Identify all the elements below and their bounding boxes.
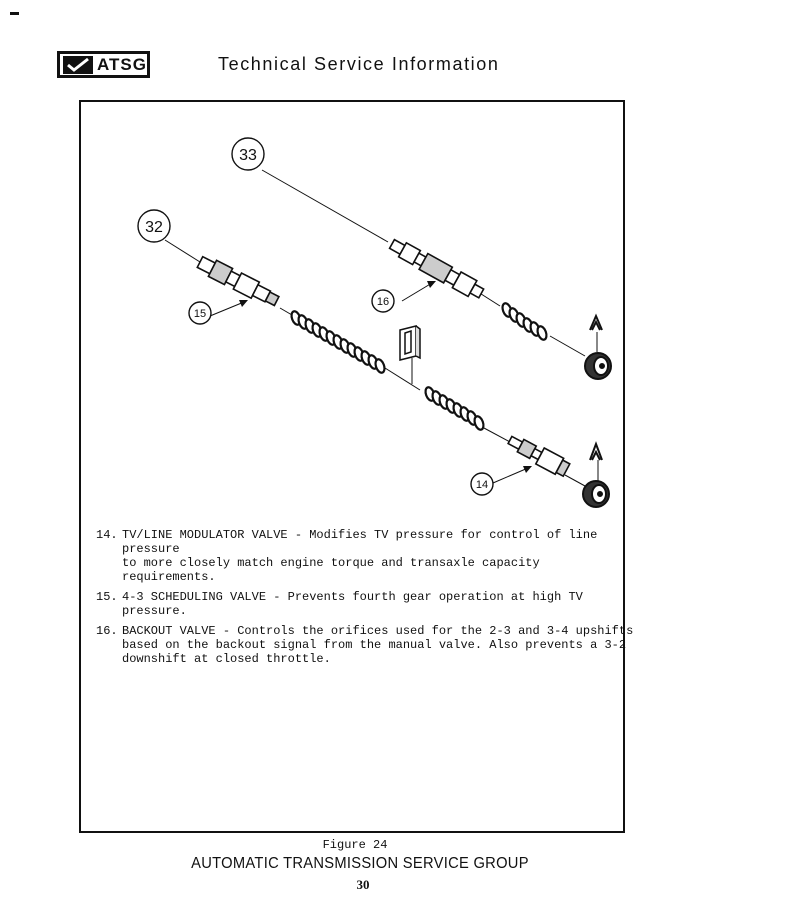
clip-icon: [590, 316, 602, 330]
valve-icon: [388, 236, 486, 301]
callout-15: 15: [193, 308, 207, 320]
callout-16: 16: [376, 296, 390, 308]
figure-caption: Figure 24: [322, 838, 388, 852]
legend-text: BACKOUT VALVE - Controls the orifices used for the 2-3 and 3-4 upshifts based on the backout signal from the manual valve. Also prevents a 3-2 downshift at closed throttle.: [122, 624, 634, 666]
legend-item: [96, 528, 636, 584]
plug-icon: [583, 481, 609, 507]
callout-14: 14: [475, 479, 489, 491]
spring-icon: [501, 302, 548, 341]
callout-33: 33: [239, 147, 257, 164]
legend-number: 16.: [96, 624, 118, 638]
spring-icon: [424, 386, 485, 431]
valve-icon: [196, 254, 281, 309]
legend-number: 14.: [96, 528, 118, 542]
plug-icon: [585, 353, 611, 379]
valve-icon: [506, 432, 571, 478]
parts-legend: [96, 528, 636, 672]
callout-32: 32: [145, 219, 163, 236]
legend-text: TV/LINE MODULATOR VALVE - Modifies TV pressure for control of line pressure to more closely match engine torque and transaxle capacity requirements.: [122, 528, 598, 584]
legend-number: 15.: [96, 590, 118, 604]
legend-item: [96, 590, 636, 618]
retainer-clip-icon: [400, 326, 420, 360]
logo-text: ATSG: [97, 55, 147, 74]
footer-org-name: AUTOMATIC TRANSMISSION SERVICE GROUP: [191, 855, 529, 872]
page-number: 30: [356, 877, 370, 892]
spring-icon: [290, 310, 386, 374]
legend-text: 4-3 SCHEDULING VALVE - Prevents fourth gear operation at high TV pressure.: [122, 590, 583, 618]
page-title: Technical Service Information: [218, 54, 500, 74]
clip-icon: [590, 444, 602, 460]
legend-item: [96, 624, 636, 666]
